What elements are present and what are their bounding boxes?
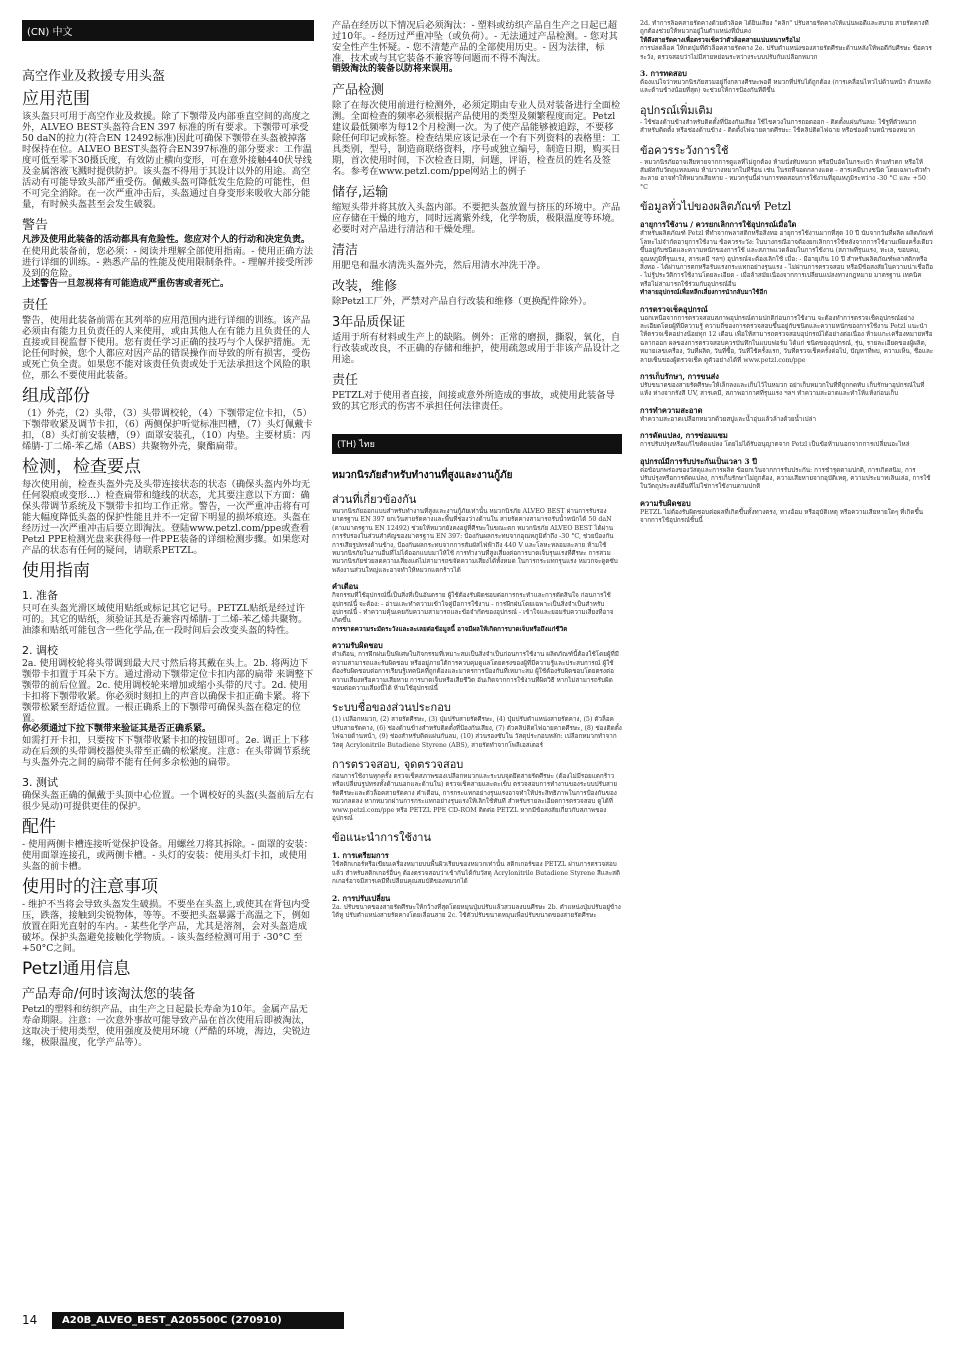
section-heading: ข้อควรระวังการใช้ [640,143,729,157]
subsection-heading: 责任 [22,298,49,313]
subsection-heading: 改装，维修 [332,279,398,294]
paragraph: 该头盔只可用于高空作业及救援。除了下颚带及内部垂直空间的高度之外，ALVEO BEST头盔符合EN 397 标准的所有要求。下颚带可承受50 daN的拉力(符合EN 12492标准)因此可确保下颚带在头盔被掉落时保持在位。ALVEO BEST头盔符合EN397标准的部分要求：工作温度可低至零下30摄氏度，有效防止横向变形，可在意外接触440伏导线及金属溶液飞溅时提供防护。该头盔不得用于其设计以外的用途。高空活动有可能导致头部严重受伤。佩戴头盔可降低发生危险的可能性，但不可完全消除。在一次严重冲击后，头盔通过自身变形来吸收大部分能量，有时候头盔甚至会发生破裂。 [22,111,312,210]
section-heading: ข้อแนะนำการใช้งาน [332,831,431,845]
product-title: 高空作业及救援专用头盔 [22,69,166,84]
paragraph: - 使用两侧卡槽连接听觉保护设备。用螺丝刀将其拆除。- 面罩的安装：使用面罩连接孔，或两侧卡槽。- 头灯的安装：使用头灯卡扣，或使用头盔的前卡槽。 [22,839,314,872]
paragraph: (1) เปลือกหมวก, (2) สายรัดศีรษะ, (3) ปุ่มปรับสายรัดศีรษะ, (4) ปุ่มปรับตำแหน่งสายรัดคาง, (5) ตัวล็อคปรับสายรัดคาง, (6) ช่องด้านข้างสำหรับติดตั้งที่ป้องกันเสียง, (7) ตัวคลิปติดไฟฉายคาดศีรษะ, (8) ช่องติดตั้งไฟฉายด้านหน้า, (9) ช่องสำหรับติดแผ่นกันลม, (10) ส่วนรองซับใน วัสดุประกอบหลัก: เปลือกหมวกทำจากวัสดุ Acrylonitrile Butadiene Styrene (ABS), สายรัดทำจากโพลีเอสเตอร์ [332,716,622,749]
paragraph: 确保头盔正确的佩戴于头顶中心位置。一个调校好的头盔(头盔前后左右很少晃动)可提供更佳的保护。 [22,790,314,812]
warning-text: 销毁淘汰的装备以防将来误用。 [332,64,459,74]
paragraph: การปรับปรุงหรือแก้ไขดัดแปลง โดยไม่ได้รับอนุญาตจาก Petzl เป็นข้อห้ามนอกจากการเปลี่ยนอะไหล่ [640,441,910,449]
paragraph: ต่อข้อบกพร่องของวัสดุและการผลิต ข้อยกเว้นจากการรับประกัน: การชำรุดตามปกติ, การเกิดสนิม, การปรับปรุงหรือการดัดแปลง, การเก็บรักษาไม่ถูกต้อง, ความเสียหายจากอุบัติเหตุ, ความประมาทเลินเล่อ, การใช้ในวัตถุประสงค์อื่นที่ไม่ใช่การใช้งานตามปกติ [640,466,931,491]
paragraph: 在使用此装备前，您必须：- 阅读并理解全部使用指南。- 使用正确方法进行详细的训练。- 熟悉产品的性能及使用限制条件。- 理解并接受所涉及到的危险。 [22,246,314,279]
document-id: A20B_ALVEO_BEST_A205500C (270910) [52,1312,344,1329]
subsection-heading: ความรับผิดชอบ [640,498,691,508]
section-heading: 配件 [22,817,56,837]
warning-text: ทำลายอุปกรณ์เพื่อหลีกเลี่ยงการนำกลับมาใช้อีก [640,289,768,297]
column-2 [332,20,622,1310]
paragraph: PETZL对于使用者直接，间接或意外所造成的事故，或使用此装备导致的其它形式的伤害不承担任何法律责任。 [332,390,615,412]
paragraph: ปรับขนาดของสายรัดศีรษะให้เล็กลงและเก็บไว้ในหมวก อย่าเก็บหมวกในที่ที่ถูกกดทับ เก็บรักษาอุปกรณ์ในที่แห้ง ห่างจากรังสี UV, สารเคมี, สภาพอากาศที่รุนแรง ฯลฯ ทำความสะอาดและทำให้แห้งก่อนเก็บ [640,381,925,398]
section-heading: อุปกรณ์เพิ่มเติม [640,103,713,117]
subsection-heading: การดัดแปลง, การซ่อมแซม [640,431,728,441]
subsection-heading: คำเตือน [332,582,359,592]
paragraph: PETZL ไม่ต้องรับผิดชอบต่อผลที่เกิดขึ้นทั้งทางตรง, ทางอ้อม หรืออุบัติเหตุ หรือความเสียหายใดๆ ที่เกิดขึ้นจากการใช้อุปกรณ์ชิ้นนี้ [640,508,924,525]
subsection-heading: 责任 [332,373,359,388]
section-heading: ระบบชื่อของส่วนประกอบ [332,701,451,715]
paragraph: กิจกรรมที่ใช้อุปกรณ์นี้เป็นสิ่งที่เป็นอันตราย ผู้ใช้ต้องรับผิดชอบต่อการกระทำและการตัดสินใจ ก่อนการใช้อุปกรณ์นี้ จะต้อง: - อ่านและทำความเข้าใจคู่มือการใช้งาน - การฝึกฝนโดยเฉพาะเป็นสิ่งจำเป็นสำหรับอุปกรณ์นี้ - ทำความคุ้นเคยกับความสามารถและข้อจำกัดของอุปกรณ์ - เข้าใจและยอมรับความเสี่ยงที่อาจเกิดขึ้น [332,592,614,625]
paragraph: นอกเหนือจากการตรวจสอบสภาพอุปกรณ์ตามปกติก่อนการใช้งาน จะต้องทำการตรวจเช็คอุปกรณ์อย่างละเอียดโดยผู้ที่มีความรู้ ความถี่ของการตรวจสอบขึ้นอยู่กับชนิดและความหนักของการใช้งาน Petzl แนะนำให้ตรวจเช็คอย่างน้อยทุก 12 เดือน เพื่อให้สามารถตรวจสอบอุปกรณ์ได้อย่างต่อเนื่อง ห้ามแกะเครื่องหมายหรือฉลากออก ผลของการตรวจสอบควรบันทึกในแบบฟอร์ม ได้แก่ ชนิดของอุปกรณ์, รุ่น, รายละเอียดของผู้ผลิต, หมายเลขเครื่อง, วันที่ผลิต, วันที่ซื้อ, วันที่ใช้ครั้งแรก, วันที่ตรวจเช็คครั้งต่อไป, ปัญหาที่พบ, ความเห็น, ชื่อและลายเซ็นของผู้ตรวจเช็ค ดูตัวอย่างได้ที่ www.petzl.com/ppe [640,314,934,364]
subsection-heading: 3年品质保证 [332,315,406,330]
section-heading: Petzl通用信息 [22,959,131,979]
step-heading: 1. 准备 [22,589,58,602]
subsection-heading: 储存,运输 [332,185,389,200]
paragraph: 只可在头盔光滑区域使用贴纸或标记其它记号。PETZL贴纸是经过许可的。其它的贴纸，须验证其是否兼容丙烯腈-丁二烯-苯乙烯共聚物。油漆和贴纸可能包含一些化学品,在一段时间后会改变头盔的特性。 [22,603,308,636]
subsection-heading: 清洁 [332,243,359,258]
paragraph: ใช้สติกเกอร์หรือเขียนเครื่องหมายบนพื้นผิวเรียบของหมวกเท่านั้น สติกเกอร์ของ PETZL ผ่านการตรวจสอบแล้ว สำหรับสติกเกอร์อื่นๆ ต้องตรวจสอบว่าเข้ากันได้กับวัสดุ Acrylonitrile Butadiene Styrene สีและสติกเกอร์อาจมีสารเคมีที่เปลี่ยนคุณสมบัติของหมวกได้ [332,861,621,886]
subsection-heading: การทำความสะอาด [640,405,703,415]
warning-text: 你必须通过下拉下颚带来验证其是否正确系紧。 [22,724,212,734]
paragraph: ก่อนการใช้งานทุกครั้ง ตรวจเช็คสภาพของเปลือกหมวกและระบบจุดยึดสายรัดศีรษะ (ต้องไม่มีรอยแตกร้าวหรือเปลี่ยนรูปทรงทั้งด้านนอกและด้านใน) ตรวจเช็คสายและตะเข็บ ตรวจสอบการทำงานของระบบปรับสายรัดศีรษะและตัวล็อคสายรัดคาง คำเตือน, การกระแทกอย่างรุนแรงอาจทำให้ประสิทธิภาพในการป้องกันของหมวกลดลง หากหมวกผ่านการกระแทกอย่างรุนแรงให้เลิกใช้ทันที สำหรับรายละเอียดการตรวจสอบ ดูได้ที่ www.petzl.com/ppe หรือ PETZL PPE CD-ROM ติดต่อ PETZL หากมีข้อสงสัยเกี่ยวกับสภาพของอุปกรณ์ [332,772,618,822]
section-heading: 使用指南 [22,561,90,581]
paragraph: 除Petzl工厂外，严禁对产品自行改装和维修（更换配件除外）。 [332,296,593,307]
subsection-heading: ความรับผิดชอบ [332,641,383,651]
paragraph: - หมวกนิรภัยอาจเสียหายจากการดูแลที่ไม่ถูกต้อง ห้ามนั่งทับหมวก หรือบีบอัดในกระเป๋า ห้ามทำตก หรือให้สัมผัสกับวัตถุแหลมคม ห้ามวางหมวกในที่ร้อน เช่น ในรถที่จอดกลางแดด - สารเคมีบางชนิด โดยเฉพาะตัวทำละลาย อาจทำให้หมวกเสียหาย - หมวกรุ่นนี้ผ่านการทดสอบการใช้งานที่อุณหภูมิระหว่าง -30 °C และ +50 °C [640,158,931,191]
subsection-heading: อุปกรณ์มีการรับประกันเป็นเวลา 3 ปี [640,456,758,466]
paragraph: - 维护不当将会导致头盔发生破损。不要坐在头盔上,或使其在背包内受压，跌落，接触到尖锐物体，等等。不要把头盔暴露于高温之下，例如放置在阳光直射的车内。- 某些化学产品，尤其是溶剂，会对头盔造成破坏。保护头盔避免接触化学物质。- 该头盔经检测可用于 -30°C 至 +50°C之间。 [22,899,311,954]
paragraph: 适用于所有材料或生产上的缺陷。例外：正常的磨损，撕裂，氧化，自行改装或改良，不正确的存储和维护，使用疏忽或用于非该产品设计之用途。 [332,332,621,365]
warning-text: ให้ดึงสายรัดคางเพื่อตรวจเช็คว่าตัวล็อคสายแน่นหนาหรือไม่ [640,36,801,44]
warning-text: การขาดความระมัดระวังและละเลยต่อข้อมูลนี้ อาจมีผลให้เกิดการบาดเจ็บหรือถึงแก่ชีวิต [332,625,568,633]
section-heading: 检测，检查要点 [22,457,141,477]
subsection-heading: การเก็บรักษา, การขนส่ง [640,371,719,381]
paragraph: - ใช้ช่องด้านข้างสำหรับติดตั้งที่ป้องกันเสียง ใช้ไขควงในการถอดออก - ติดตั้งแผ่นกันลม: ใช้รูที่ตัวหมวกสำหรับติดตั้ง หรือช่องด้านข้าง - ติดตั้งไฟฉายคาดศีรษะ: ใช้คลิปติดไฟฉาย หรือช่องด้านหน้าของหมวก [640,118,917,135]
section-heading: 使用时的注意事项 [22,877,158,897]
paragraph: 警告，使用此装备前需在其列举的应用范围内进行详细的训练。该产品必须由有能力且负责任的人来使用，或由其他人在有能力且负责任的人直接或目视监督下使用。您有责任学习正确的技巧与个人保护措施。无论任何时候，您个人都应对因产品的错误操作而导致的所有损害，受伤或死亡负全责。如果您不能对该责任负责或处于无法承担这个风险的职位，那么不要使用此装备。 [22,315,311,381]
product-title: หมวกนิรภัยสำหรับทำงานที่สูงและงานกู้ภัย [332,470,513,481]
step-heading: 2. 调校 [22,644,58,657]
section-heading: ส่วนที่เกี่ยวข้องกัน [332,493,417,506]
page-number: 14 [22,1313,38,1327]
subsection-heading: 警告 [22,218,49,233]
section-heading: ข้อมูลทั่วไปของผลิตภัณฑ์ Petzl [640,200,792,214]
subsection-heading: การตรวจเช็คอุปกรณ์ [640,304,708,314]
paragraph: หมวกนิรภัยออกแบบสำหรับทำงานที่สูงและงานกู้ภัยเท่านั้น หมวกนิรภัย ALVEO BEST ผ่านการรับรองมาตรฐาน EN 397 ยกเว้นสายรัดคางและพื้นที่ช่องว่างด้านใน สายรัดคางสามารถรับน้ำหนักได้ 50 daN (ตามมาตรฐาน EN 12492) ช่วยให้หมวกยังคงอยู่ที่ศีรษะในขณะตก หมวกนิรภัย ALVEO BEST ได้ผ่านการรับรองในส่วนสำคัญของมาตรฐาน EN 397: ป้องกันผลกระทบจากอุณหภูมิต่ำถึง -30 °C, ช่วยป้องกันการเสียรูปทรงด้านข้าง, ป้องกันผลกระทบจากการสัมผัสไฟฟ้าถึง 440 V และโลหะหลอมละลาย ห้ามใช้หมวกนิรภัยในงานอื่นที่ไม่ได้ออกแบบมาให้ใช้ การทำงานที่สูงเสี่ยงต่อการบาดเจ็บรุนแรงที่ศีรษะ การสวมหมวกนิรภัยช่วยลดความเสี่ยงแต่ไม่สามารถขจัดความเสี่ยงได้ทั้งหมด ในการกระแทกรุนแรง หมวกจะดูดซับพลังงานส่วนใหญ่และอาจทำให้หมวกแตกร้าวได้ [332,508,618,574]
step-heading: 3. 测试 [22,776,58,789]
paragraph: （1）外壳，（2）头带，（3）头带调校轮，（4）下颚带定位卡扣，（5）下颚带收紧及调节卡扣，（6）两侧保护听觉标准凹槽，（7）头灯佩戴卡扣，（8）头灯前安装槽，（9）面罩安装孔，（10）内垫。主要材质：丙烯腈-丁二烯-苯乙烯（ABS）共聚物外壳，聚酯扁带。 [22,408,313,452]
paragraph: 每次使用前，检查头盔外壳及头带连接状态的状态（确保头盔内外均无任何裂痕或变形...）检查扁带和缝线的状态，尤其要注意以下方面：确保头带调节系统及下颚带卡扣均工作正常。警告，一次严重冲击将有可能大幅度降低头盔的保护性能且并不一定留下明显的损坏痕迹。头盔在经历过一次严重冲击后要立即淘汰。登陆www.petzl.com/ppe或查看Petzl PPE检测光盘来获得每一件PPE装备的详细检测步骤。如果您对产品的状态有任何的疑问，请联系PETZL。 [22,479,311,556]
subsection-heading: อายุการใช้งาน / ควรยกเลิกการใช้อุปกรณ์เมื่อใด [640,220,797,230]
paragraph: 2a. 使用调校轮将头带调到最大尺寸然后将其戴在头上。2b. 将两边下颚带卡扣置于耳朵下方。通过滑动下颚带定位卡扣内部的扁带 来调整下颚带的前后位置。2c. 使用调校轮来增加或缩小头带的尺寸。2d. 使用卡扣将下颚带收紧。你必须时刻扣上的声音以确保卡扣正确卡紧。将下颚带松紧至舒适位置。一根正确系上的下颚带可确保头盔在稳定的位置。 [22,658,314,724]
subsection-heading: 产品寿命/何时该淘汰您的装备 [22,987,196,1002]
paragraph: 2a. ปรับขนาดของสายรัดศีรษะให้กว้างที่สุดโดยหมุนปุ่มปรับแล้วสวมลงบนศีรษะ 2b. ตำแหน่งปุ่มปรับอยู่ข้างใต้หู ปรับตำแหน่งสายรัดคางโดยเลื่อนสาย 2c. ใช้ตัวปรับขนาดหมุนเพื่อปรับขนาดของสายรัดศีรษะ [332,903,621,919]
subsection-heading: 产品检测 [332,83,385,98]
language-header: (CN) 中文 [22,20,314,41]
subsection-heading: 1. การเตรียมการ [332,851,389,861]
paragraph: 如需打开卡扣，只要按下下颚带收紧卡扣的按钮即可。2e. 调正上下移动在后颈的头带调校器使头带至正确的松紧度。注意：在头带调节系统与头盔外壳之间的扁带不能有任何多余松弛的扁带。 [22,735,311,768]
language-header: (TH) ไทย [332,434,622,454]
paragraph: 用肥皂和温水清洗头盔外壳，然后用清水冲洗干净。 [332,260,546,271]
warning-text: 上述警告一旦忽视将有可能造成严重伤害或者死亡。 [22,279,230,289]
page-footer [22,1310,344,1330]
paragraph: การปลดล็อค ให้กดปุ่มที่ตัวล็อคสายรัดคาง 2e. ปรับตำแหน่งของสายรัดศีรษะด้านหลังให้พอดีกับศีรษะ ข้อควรระวัง, ตรวจสอบว่าไม่มีสายหย่อนระหว่างระบบปรับกับเปลือกหมวก [640,45,932,61]
paragraph: ต้องแน่ใจว่าหมวกนิรภัยสวมอยู่กึ่งกลางศีรษะพอดี หมวกที่ปรับได้ถูกต้อง (การเคลื่อนไหวไปด้านหน้า ด้านหลัง และด้านข้างน้อยที่สุด) จะช่วยให้การป้องกันที่ดีขึ้น [640,79,931,95]
section-heading: 应用范围 [22,89,90,109]
section-heading: 组成部份 [22,386,90,406]
subsection-heading: 3. การทดสอบ [640,69,687,79]
paragraph: Petzl的塑料和纺织产品，由生产之日起最长寿命为10年。金属产品无寿命期限。注意：一次意外事故可能导致产品在首次使用后即被淘汰，这取决于使用类型，使用强度及使用环境（严酷的环境，海边，尖锐边缘，极限温度，化学产品等）。 [22,1004,311,1048]
section-heading: การตรวจสอบ, จุดตรวจสอบ [332,757,464,771]
column-3 [640,20,934,1310]
paragraph: คำเตือน, การฝึกฝนเป็นพิเศษในกิจกรรมที่เหมาะสมเป็นสิ่งจำเป็นก่อนการใช้งาน ผลิตภัณฑ์นี้ต้องใช้โดยผู้ที่มีความสามารถและรับผิดชอบ หรืออยู่ภายใต้การควบคุมดูแลโดยตรงของผู้ที่มีความรู้และประสบการณ์ ผู้ใช้ต้องรับผิดชอบต่อการเรียนรู้เทคนิคที่ถูกต้องและมาตรการป้องกันที่เหมาะสม ผู้ใช้ต้องรับผิดชอบโดยตรงต่อความเสี่ยงหรือความเสียหาย การบาดเจ็บหรือเสียชีวิต อันเกิดจากการใช้งานที่ผิดวิธี หากไม่สามารถรับผิดชอบต่อความเสี่ยงนี้ได้ ห้ามใช้อุปกรณ์นี้ [332,651,619,692]
warning-text: 凡涉及使用此装备的活动都具有危险性。您应对个人的行动和决定负责。 [22,235,311,245]
paragraph: สำหรับผลิตภัณฑ์ Petzl ที่ทำจากพลาสติกหรือสิ่งทอ อายุการใช้งานมากที่สุด 10 ปี นับจากวันที่ผลิต ผลิตภัณฑ์โลหะไม่จำกัดอายุการใช้งาน ข้อควรระวัง: ในบางกรณีอาจต้องยกเลิกการใช้หลังจากการใช้งานเพียงครั้งเดียว ขึ้นอยู่กับชนิดและความหนักของการใช้ และสภาพแวดล้อมในการใช้งาน (สภาพที่รุนแรง, ทะเล, ขอบคม, อุณหภูมิที่รุนแรง, สารเคมี ฯลฯ) อุปกรณ์จะต้องเลิกใช้ เมื่อ: - มีอายุเกิน 10 ปี สำหรับผลิตภัณฑ์พลาสติกหรือสิ่งทอ - ได้ผ่านการตกหรือรับแรงกระแทกอย่างรุนแรง - ไม่ผ่านการตรวจสอบ หรือมีข้อสงสัยในความน่าเชื่อถือ - ไม่รู้ประวัติการใช้งานโดยละเอียด - เมื่อล้าสมัยเนื่องจากการเปลี่ยนแปลงทางกฎหมาย มาตรฐาน เทคนิค หรือไม่สามารถใช้ร่วมกับอุปกรณ์อื่น [640,230,934,288]
subsection-heading: 2. การปรับเปลี่ยน [332,893,391,903]
paragraph: 2d. ทำการล็อคสายรัดคางด้วยตัวล็อค ได้ยินเสียง "คลิก" ปรับสายรัดคางให้แน่นพอดีและสบาย สายรัดคางที่ถูกต้องช่วยให้หมวกอยู่ในตำแหน่งที่มั่นคง [640,20,929,36]
paragraph: 缩短头带并将其放入头盔内部。不要把头盔放置与挤压的环境中。产品应存储在干燥的地方，同时远离紫外线，化学物质，极限温度等环境。必要时对产品进行清洁和干燥处理。 [332,202,621,235]
paragraph: 除了在每次使用前进行检测外，必须定期由专业人员对装备进行全面检测。全面检查的频率必须根据产品使用的类型及频繁程度而定。Petzl建议最低频率为每12个月检测一次。为了使产品能够被追踪，不要移除任何印记或标签。检查结果应该记录在一个有下列资料的表格里：工具类别，型号，制造商联络资料，序号或独立编号，制造日期，购买日期，首次使用时间，下次检查日期，问题，评语，检查员的姓名及签名。参考在www.petzl.com/ppe网站上的例子 [332,100,621,177]
paragraph: ทำความสะอาดเปลือกหมวกด้วยสบู่และน้ำอุ่นแล้วล้างด้วยน้ำเปล่า [640,415,817,423]
column-1 [22,20,314,1310]
paragraph: 产品在经历以下情况后必须淘汰：- 塑料或纺织产品自生产之日起已超过10年。- 经历过严重冲坠（或负荷）。- 无法通过产品检测。- 您对其安全性产生怀疑。- 您不清楚产品的全部使用历史。- 因为法律，标准，技术或与其它装备不兼容等问题而不得不淘汰。 [332,20,618,64]
